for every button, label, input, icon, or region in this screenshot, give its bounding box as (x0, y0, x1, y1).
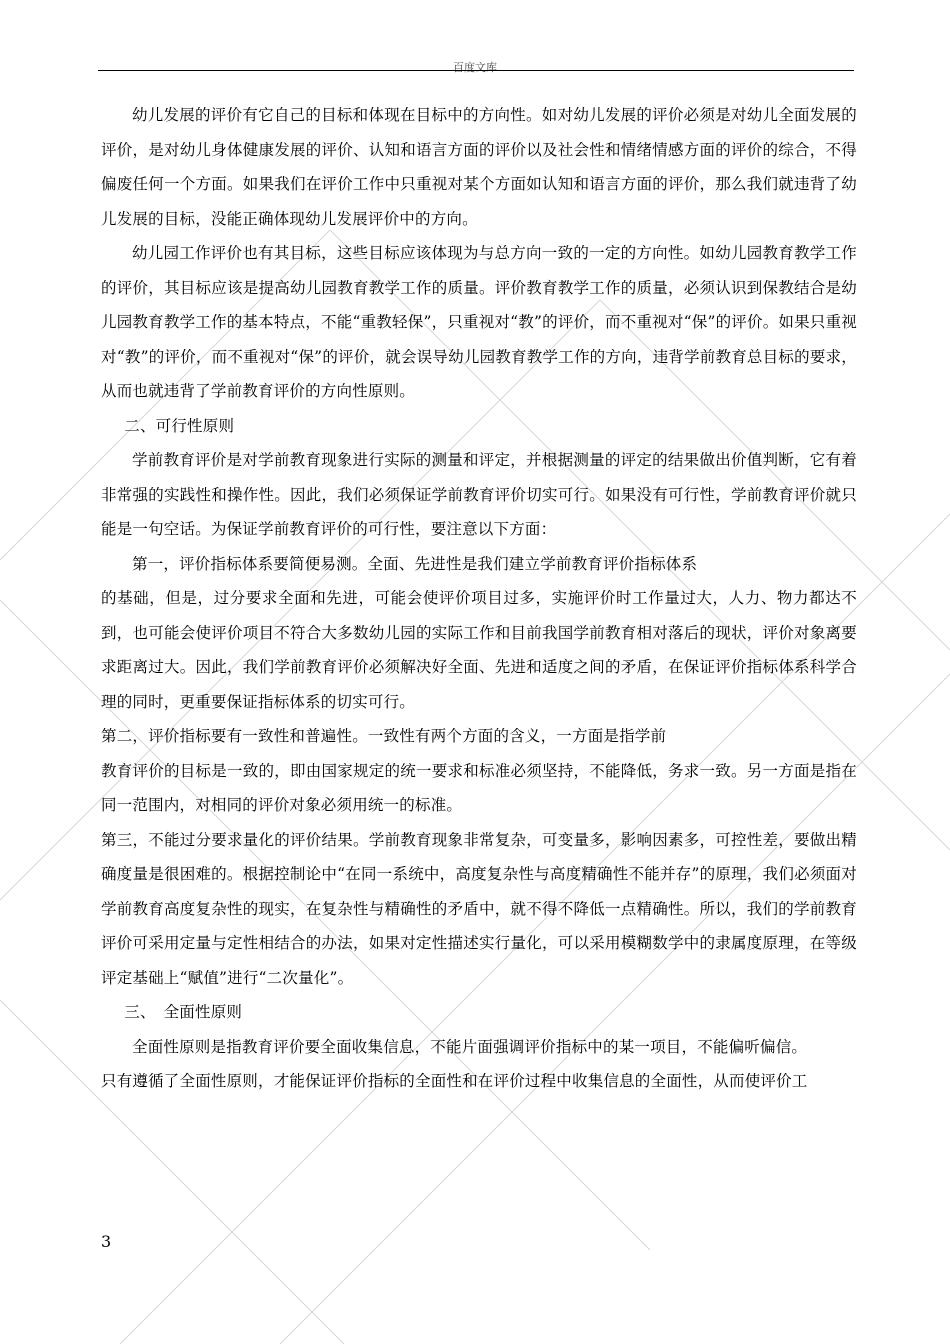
paragraph: 第一，评价指标体系要简便易测。全面、先进性是我们建立学前教育评价指标体系 (132, 554, 698, 573)
section-heading-feasibility: 二、可行性原则 (124, 416, 235, 435)
paragraph: 学前教育评价是对学前教育现象进行实际的测量和评定，并根据测量的评定的结果做出价值判断，它有着非常强的实践性和操作性。因此，我们必须保证学前教育评价切实可行。如果没有可行性，学前教育评价就只能是一句空话。为保证学前教育评价的可行性，要注意以下方面： (101, 451, 857, 538)
document-body (101, 98, 857, 1099)
paragraph: 幼儿发展的评价有它自己的目标和体现在目标中的方向性。如对幼儿发展的评价必须是对幼儿全面发展的评价，是对幼儿身体健康发展的评价、认知和语言方面的评价以及社会性和情绪情感方面的评价的综合，不得偏废任何一个方面。如果我们在评价工作中只重视对某个方面如认知和语言方面的评价，那么我们就违背了幼儿发展的目标，没能正确体现幼儿发展评价中的方向。 (101, 106, 857, 228)
paragraph: 教育评价的目标是一致的，即由国家规定的统一要求和标准必须坚持，不能降低，务求一致。另一方面是指在同一范围内，对相同的评价对象必须用统一的标准。 (101, 761, 857, 814)
header-divider (98, 70, 854, 71)
page-header-title: 百度文库 (453, 61, 497, 74)
paragraph: 第三，不能过分要求量化的评价结果。学前教育现象非常复杂，可变量多，影响因素多，可控性差，要做出精确度量是很困难的。根据控制论中“在同一系统中，高度复杂性与高度精确性不能并存”的原理，我们必须面对学前教育高度复杂性的现实，在复杂性与精确性的矛盾中，就不得不降低一点精确性。所以，我们的学前教育评价可采用定量与定性相结合的办法，如果对定性描述实行量化，可以采用模糊数学中的隶属度原理，在等级评定基础上“赋值”进行“二次量化”。 (101, 830, 857, 987)
paragraph: 全面性原则是指教育评价要全面收集信息，不能片面强调评价指标中的某一项目，不能偏听偏信。 (132, 1037, 808, 1056)
page-number: 3 (101, 1232, 112, 1251)
paragraph: 第二，评价指标要有一致性和普遍性。一致性有两个方面的含义，一方面是指学前 (101, 727, 667, 745)
section-heading-comprehensiveness: 三、 全面性原则 (124, 1003, 243, 1021)
paragraph: 只有遵循了全面性原则，才能保证评价指标的全面性和在评价过程中收集信息的全面性，从而使评价工 (101, 1072, 808, 1090)
paragraph: 的基础，但是，过分要求全面和先进，可能会使评价项目过多，实施评价时工作量过大，人力、物力都达不到，也可能会使评价项目不符合大多数幼儿园的实际工作和目前我国学前教育相对落后的现状，评价对象离要求距离过大。因此，我们学前教育评价必须解决好全面、先进和适度之间的矛盾，在保证评价指标体系科学合理的同时，更重要保证指标体系的切实可行。 (101, 589, 857, 711)
paragraph: 幼儿园工作评价也有其目标，这些目标应该体现为与总方向一致的一定的方向性。如幼儿园教育教学工作的评价，其目标应该是提高幼儿园教育教学工作的质量。评价教育教学工作的质量，必须认识到保教结合是幼儿园教育教学工作的基本特点，不能“重教轻保”，只重视对“教”的评价，而不重视对“保”的评价。如果只重视对“教”的评价，而不重视对“保”的评价，就会误导幼儿园教育教学工作的方向，违背学前教育总目标的要求，从而也就违背了学前教育评价的方向性原则。 (101, 244, 857, 400)
